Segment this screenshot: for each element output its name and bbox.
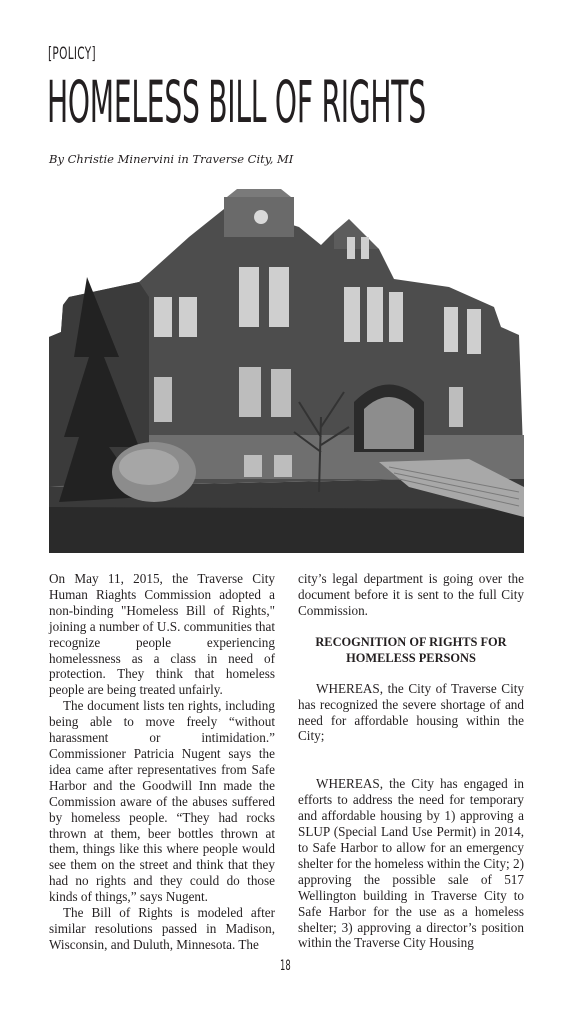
article-byline: By Christie Minervini in Traverse City, MI [49, 152, 294, 166]
article-title: HOMELESS BILL OF RIGHTS [47, 68, 426, 136]
paragraph: The Bill of Rights is modeled after similar resolutions passed in Madison, Wisconsin, and Duluth, Minnesota. The [49, 905, 275, 952]
article-column-left [49, 571, 275, 953]
paragraph: city’s legal department is going over the document before it is sent to the full City Commission. [298, 571, 524, 618]
section-tag: [POLICY] [48, 44, 96, 64]
paragraph: The document lists ten rights, including being able to move freely “without harassment or intimidation.” Commissioner Patricia Nugent says the idea came after representatives from Safe Harbor and the Goodwill Inn made the Commission aware of the abuses suffered by homeless people. “They had rocks thrown at them, beer bottles thrown at them, things like this where people would see them on the street and think that they had no rights and they could do those kinds of things,” says Nugent. [49, 698, 275, 905]
article-column-right [298, 571, 524, 951]
whereas-clause: WHEREAS, the City has engaged in efforts to address the need for temporary and affordable housing by 1) approving a SLUP (Special Land Use Permit) in 2014, to Safe Harbor to allow for an emergency shelter for the homeless within the City; 2) approving the possible sale of 517 Wellington building in Traverse City to Safe Harbor for the use as a homeless shelter; 3) approving a director’s position within the Traverse City Housing [298, 776, 524, 951]
section-subheading: RECOGNITION OF RIGHTS FOR HOMELESS PERSONS [315, 634, 507, 665]
courthouse-building-photo-icon [49, 187, 524, 553]
whereas-clause: WHEREAS, the City of Traverse City has recognized the severe shortage of and need for affordable housing within the City; [298, 680, 524, 744]
paragraph: On May 11, 2015, the Traverse City Human Riaghts Commission adopted a non-binding "Homeless Bill of Rights," joining a number of U.S. communities that recognize people experiencing homelessness as a class in need of protection. They think that homeless people are being treated unfairly. [49, 571, 275, 698]
page-number: 18 [280, 958, 291, 974]
